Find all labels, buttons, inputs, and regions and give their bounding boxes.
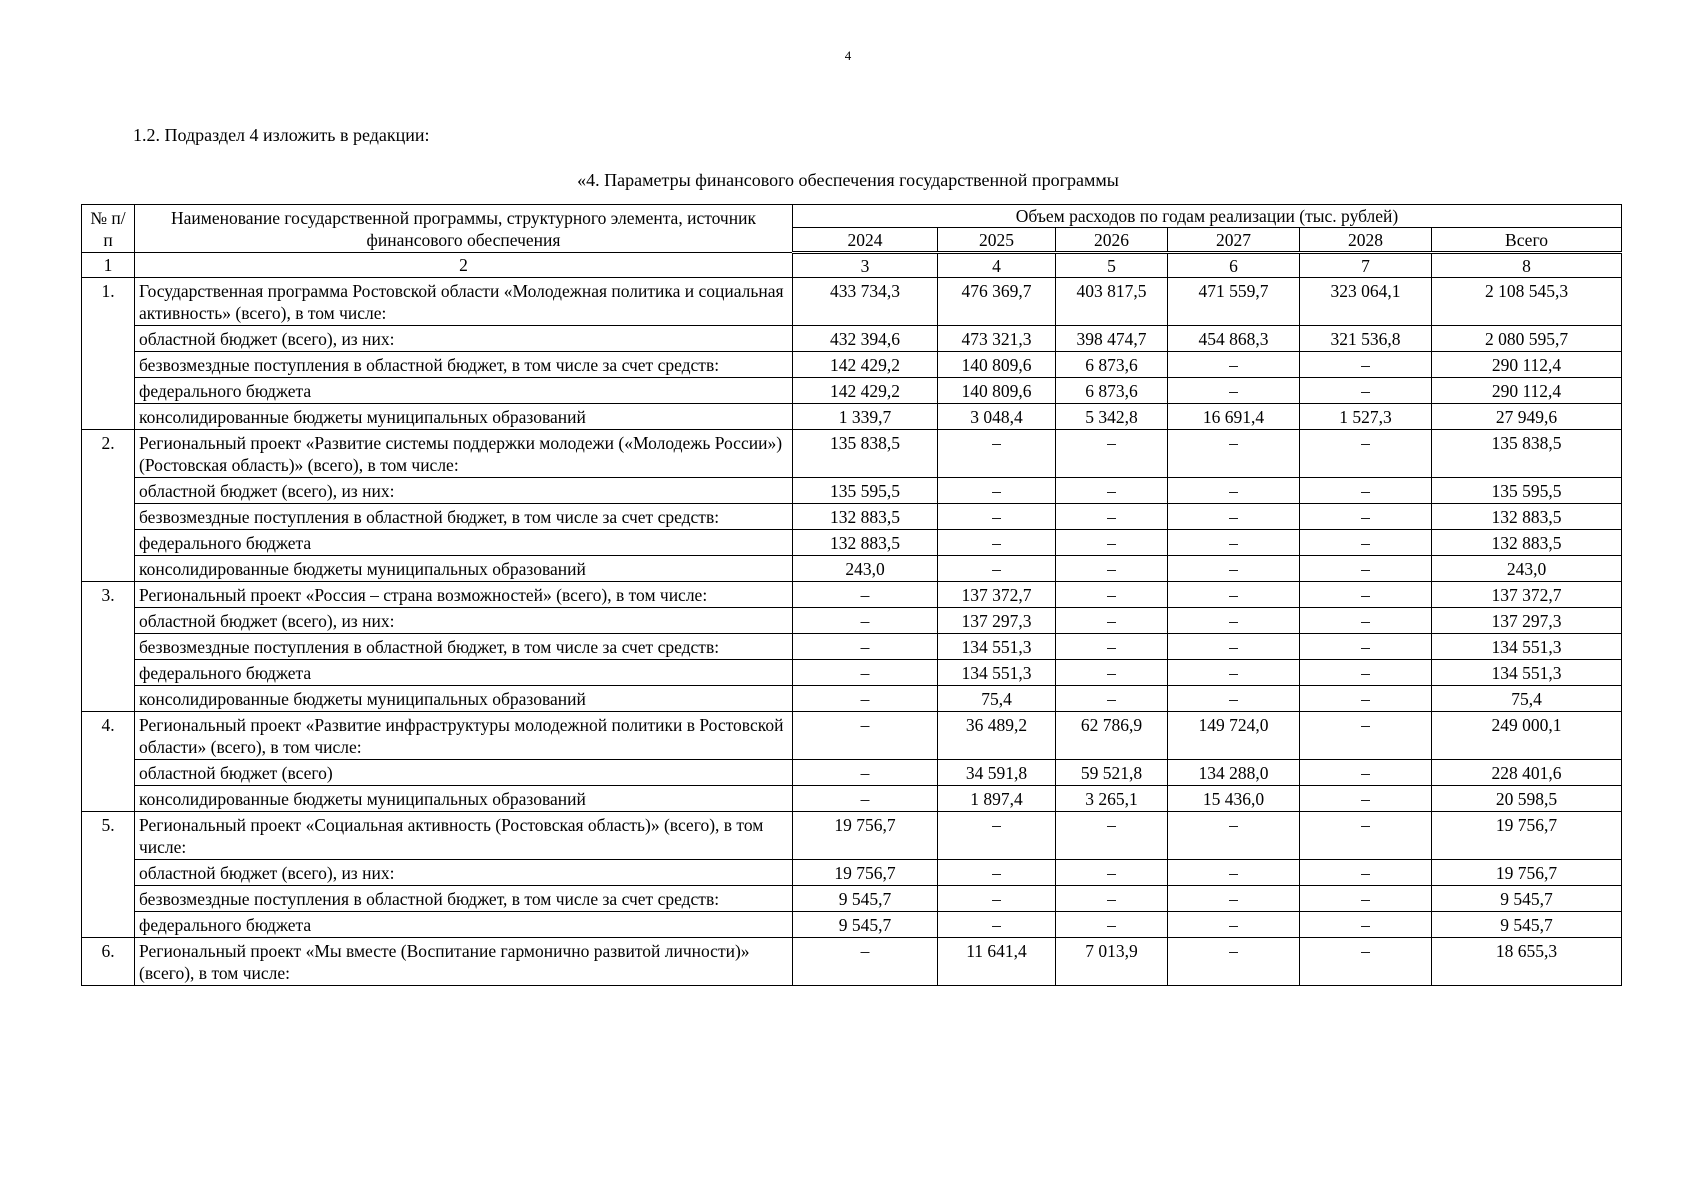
row-year-value: – — [1168, 634, 1300, 660]
row-year-value: – — [1300, 556, 1432, 582]
row-name: федерального бюджета — [135, 660, 793, 686]
table-row — [82, 582, 1622, 608]
row-year-value: 134 551,3 — [938, 660, 1056, 686]
row-year-value: – — [1168, 556, 1300, 582]
table-row — [82, 530, 1622, 556]
row-year-value: 137 372,7 — [938, 582, 1056, 608]
row-total-value: 27 949,6 — [1432, 404, 1622, 430]
header-year: 2026 — [1056, 228, 1168, 253]
row-year-value: – — [1300, 430, 1432, 478]
header-year: 2025 — [938, 228, 1056, 253]
row-total-value: 19 756,7 — [1432, 860, 1622, 886]
row-name: областной бюджет (всего), из них: — [135, 478, 793, 504]
row-year-value: 1 339,7 — [793, 404, 938, 430]
row-year-value: 19 756,7 — [793, 812, 938, 860]
table-row — [82, 712, 1622, 760]
row-year-value: – — [1300, 938, 1432, 986]
row-year-value: 75,4 — [938, 686, 1056, 712]
table-row — [82, 278, 1622, 326]
row-year-value: 433 734,3 — [793, 278, 938, 326]
row-name: Региональный проект «Развитие инфраструктуры молодежной политики в Ростовской области» (всего), в том числе: — [135, 712, 793, 760]
row-total-value: 19 756,7 — [1432, 812, 1622, 860]
row-total-value: 249 000,1 — [1432, 712, 1622, 760]
row-year-value: 471 559,7 — [1168, 278, 1300, 326]
table-row — [82, 812, 1622, 860]
row-year-value: – — [1168, 608, 1300, 634]
row-total-value: 228 401,6 — [1432, 760, 1622, 786]
table-row — [82, 404, 1622, 430]
row-year-value: 1 897,4 — [938, 786, 1056, 812]
row-year-value: 134 288,0 — [1168, 760, 1300, 786]
table-row — [82, 326, 1622, 352]
row-year-value: 323 064,1 — [1300, 278, 1432, 326]
row-year-value: 149 724,0 — [1168, 712, 1300, 760]
row-year-value: – — [1056, 556, 1168, 582]
row-year-value: – — [1300, 634, 1432, 660]
row-year-value: – — [1168, 886, 1300, 912]
row-year-value: – — [1168, 530, 1300, 556]
row-year-value: 6 873,6 — [1056, 352, 1168, 378]
row-year-value: – — [793, 686, 938, 712]
row-year-value: – — [1056, 886, 1168, 912]
column-number: 8 — [1432, 253, 1622, 278]
table-row — [82, 786, 1622, 812]
row-year-value: – — [1300, 686, 1432, 712]
row-year-value: – — [1168, 812, 1300, 860]
header-year: 2028 — [1300, 228, 1432, 253]
row-name: консолидированные бюджеты муниципальных образований — [135, 556, 793, 582]
row-year-value: – — [793, 634, 938, 660]
table-row — [82, 430, 1622, 478]
column-number: 1 — [82, 253, 135, 278]
row-total-value: 134 551,3 — [1432, 660, 1622, 686]
row-name: Региональный проект «Россия – страна возможностей» (всего), в том числе: — [135, 582, 793, 608]
row-year-value: 19 756,7 — [793, 860, 938, 886]
row-name: безвозмездные поступления в областной бюджет, в том числе за счет средств: — [135, 504, 793, 530]
row-year-value: – — [1056, 912, 1168, 938]
row-year-value: – — [1300, 786, 1432, 812]
row-name: областной бюджет (всего), из них: — [135, 608, 793, 634]
row-total-value: 132 883,5 — [1432, 530, 1622, 556]
row-year-value: 135 595,5 — [793, 478, 938, 504]
table-row — [82, 660, 1622, 686]
column-number: 3 — [793, 253, 938, 278]
table-row — [82, 886, 1622, 912]
row-year-value: – — [938, 912, 1056, 938]
row-year-value: – — [1300, 530, 1432, 556]
row-year-value: – — [1168, 860, 1300, 886]
intro-paragraph: 1.2. Подраздел 4 изложить в редакции: — [133, 125, 430, 145]
row-year-value: – — [1056, 504, 1168, 530]
row-year-value: – — [938, 860, 1056, 886]
row-year-value: – — [1300, 660, 1432, 686]
table-row — [82, 634, 1622, 660]
row-year-value: 15 436,0 — [1168, 786, 1300, 812]
row-year-value: – — [1300, 760, 1432, 786]
row-year-value: – — [938, 504, 1056, 530]
row-year-value: 454 868,3 — [1168, 326, 1300, 352]
row-year-value: – — [1056, 582, 1168, 608]
table-row — [82, 686, 1622, 712]
row-year-value: – — [1168, 504, 1300, 530]
row-year-value: – — [793, 712, 938, 760]
row-year-value: – — [793, 582, 938, 608]
row-year-value: – — [938, 556, 1056, 582]
table-row — [82, 912, 1622, 938]
row-year-value: – — [938, 478, 1056, 504]
row-year-value: – — [1056, 430, 1168, 478]
table-row — [82, 860, 1622, 886]
row-year-value: 134 551,3 — [938, 634, 1056, 660]
row-year-value: – — [793, 660, 938, 686]
row-year-value: 3 048,4 — [938, 404, 1056, 430]
row-total-value: 243,0 — [1432, 556, 1622, 582]
row-year-value: – — [1300, 812, 1432, 860]
row-name: областной бюджет (всего), из них: — [135, 860, 793, 886]
row-year-value: – — [1300, 582, 1432, 608]
row-year-value: – — [1300, 504, 1432, 530]
row-year-value: 11 641,4 — [938, 938, 1056, 986]
column-number: 2 — [135, 253, 793, 278]
table-row — [82, 556, 1622, 582]
header-year: 2024 — [793, 228, 938, 253]
table-row — [82, 938, 1622, 986]
row-name: консолидированные бюджеты муниципальных образований — [135, 686, 793, 712]
row-year-value: 140 809,6 — [938, 378, 1056, 404]
row-year-value: – — [1300, 352, 1432, 378]
row-name: консолидированные бюджеты муниципальных образований — [135, 404, 793, 430]
row-total-value: 135 838,5 — [1432, 430, 1622, 478]
row-year-value: – — [1056, 686, 1168, 712]
row-year-value: – — [793, 608, 938, 634]
row-year-value: – — [1300, 860, 1432, 886]
financing-table — [81, 204, 1622, 986]
header-name: Наименование государственной программы, структурного элемента, источник финансового обеспечения — [135, 205, 793, 253]
row-year-value: – — [938, 530, 1056, 556]
row-year-value: 9 545,7 — [793, 912, 938, 938]
row-total-value: 290 112,4 — [1432, 378, 1622, 404]
row-year-value: 137 297,3 — [938, 608, 1056, 634]
row-year-value: 476 369,7 — [938, 278, 1056, 326]
header-year: 2027 — [1168, 228, 1300, 253]
row-year-value: – — [1056, 608, 1168, 634]
row-year-value: – — [1300, 886, 1432, 912]
row-year-value: 59 521,8 — [1056, 760, 1168, 786]
row-total-value: 2 080 595,7 — [1432, 326, 1622, 352]
row-name: безвозмездные поступления в областной бюджет, в том числе за счет средств: — [135, 352, 793, 378]
row-year-value: 398 474,7 — [1056, 326, 1168, 352]
row-year-value: 243,0 — [793, 556, 938, 582]
row-year-value: – — [938, 886, 1056, 912]
row-year-value: 142 429,2 — [793, 378, 938, 404]
row-total-value: 9 545,7 — [1432, 886, 1622, 912]
row-year-value: – — [1168, 660, 1300, 686]
row-name: федерального бюджета — [135, 530, 793, 556]
table-row — [82, 760, 1622, 786]
row-year-value: – — [1056, 530, 1168, 556]
table-row — [82, 478, 1622, 504]
row-year-value: – — [793, 760, 938, 786]
row-year-value: 5 342,8 — [1056, 404, 1168, 430]
row-year-value: – — [1168, 912, 1300, 938]
row-name: федерального бюджета — [135, 912, 793, 938]
row-year-value: 132 883,5 — [793, 530, 938, 556]
row-name: консолидированные бюджеты муниципальных образований — [135, 786, 793, 812]
page-number: 4 — [844, 48, 852, 63]
row-total-value: 75,4 — [1432, 686, 1622, 712]
table-row — [82, 378, 1622, 404]
table-title: «4. Параметры финансового обеспечения государственной программы — [577, 170, 1119, 190]
row-year-value: 432 394,6 — [793, 326, 938, 352]
row-year-value: 135 838,5 — [793, 430, 938, 478]
row-name: Региональный проект «Социальная активность (Ростовская область)» (всего), в том числе: — [135, 812, 793, 860]
row-year-value: 7 013,9 — [1056, 938, 1168, 986]
row-year-value: – — [1300, 608, 1432, 634]
row-year-value: – — [793, 938, 938, 986]
row-year-value: – — [938, 812, 1056, 860]
row-year-value: 34 591,8 — [938, 760, 1056, 786]
row-year-value: 6 873,6 — [1056, 378, 1168, 404]
row-total-value: 2 108 545,3 — [1432, 278, 1622, 326]
row-year-value: 1 527,3 — [1300, 404, 1432, 430]
row-name: Региональный проект «Развитие системы поддержки молодежи («Молодежь России») (Ростовская область)» (всего), в том числе: — [135, 430, 793, 478]
row-year-value: – — [1300, 378, 1432, 404]
row-total-value: 134 551,3 — [1432, 634, 1622, 660]
row-total-value: 290 112,4 — [1432, 352, 1622, 378]
row-year-value: – — [1056, 860, 1168, 886]
row-total-value: 137 372,7 — [1432, 582, 1622, 608]
column-number: 5 — [1056, 253, 1168, 278]
row-year-value: – — [1056, 634, 1168, 660]
row-total-value: 20 598,5 — [1432, 786, 1622, 812]
row-name: федерального бюджета — [135, 378, 793, 404]
row-index: 1. — [82, 278, 135, 430]
table-row — [82, 352, 1622, 378]
row-year-value: – — [1300, 478, 1432, 504]
table-row — [82, 608, 1622, 634]
row-year-value: – — [1300, 912, 1432, 938]
row-total-value: 135 595,5 — [1432, 478, 1622, 504]
row-total-value: 9 545,7 — [1432, 912, 1622, 938]
row-total-value: 132 883,5 — [1432, 504, 1622, 530]
row-year-value: 16 691,4 — [1168, 404, 1300, 430]
row-year-value: 403 817,5 — [1056, 278, 1168, 326]
column-number: 7 — [1300, 253, 1432, 278]
row-year-value: – — [1168, 686, 1300, 712]
row-total-value: 137 297,3 — [1432, 608, 1622, 634]
row-year-value: 3 265,1 — [1056, 786, 1168, 812]
row-year-value: – — [1056, 660, 1168, 686]
row-name: областной бюджет (всего) — [135, 760, 793, 786]
row-name: Региональный проект «Мы вместе (Воспитание гармонично развитой личности)» (всего), в том числе: — [135, 938, 793, 986]
row-name: областной бюджет (всего), из них: — [135, 326, 793, 352]
header-num: № п/п — [82, 205, 135, 253]
column-number: 4 — [938, 253, 1056, 278]
row-year-value: – — [1056, 812, 1168, 860]
row-year-value: – — [1168, 352, 1300, 378]
row-index: 3. — [82, 582, 135, 712]
row-year-value: – — [1168, 430, 1300, 478]
row-index: 6. — [82, 938, 135, 986]
row-year-value: – — [1168, 378, 1300, 404]
header-volume: Объем расходов по годам реализации (тыс. рублей) — [793, 205, 1622, 228]
row-total-value: 18 655,3 — [1432, 938, 1622, 986]
row-name: Государственная программа Ростовской области «Молодежная политика и социальная активность» (всего), в том числе: — [135, 278, 793, 326]
row-year-value: – — [793, 786, 938, 812]
row-year-value: – — [1168, 582, 1300, 608]
row-year-value: 140 809,6 — [938, 352, 1056, 378]
row-year-value: – — [1056, 478, 1168, 504]
row-year-value: 321 536,8 — [1300, 326, 1432, 352]
row-name: безвозмездные поступления в областной бюджет, в том числе за счет средств: — [135, 634, 793, 660]
row-year-value: 36 489,2 — [938, 712, 1056, 760]
row-year-value: 142 429,2 — [793, 352, 938, 378]
row-name: безвозмездные поступления в областной бюджет, в том числе за счет средств: — [135, 886, 793, 912]
table-row — [82, 504, 1622, 530]
row-index: 4. — [82, 712, 135, 812]
row-index: 5. — [82, 812, 135, 938]
row-year-value: – — [1168, 938, 1300, 986]
row-year-value: 132 883,5 — [793, 504, 938, 530]
row-year-value: – — [1168, 478, 1300, 504]
row-year-value: 473 321,3 — [938, 326, 1056, 352]
header-total: Всего — [1432, 228, 1622, 253]
row-index: 2. — [82, 430, 135, 582]
row-year-value: 9 545,7 — [793, 886, 938, 912]
row-year-value: – — [938, 430, 1056, 478]
row-year-value: 62 786,9 — [1056, 712, 1168, 760]
row-year-value: – — [1300, 712, 1432, 760]
column-number: 6 — [1168, 253, 1300, 278]
